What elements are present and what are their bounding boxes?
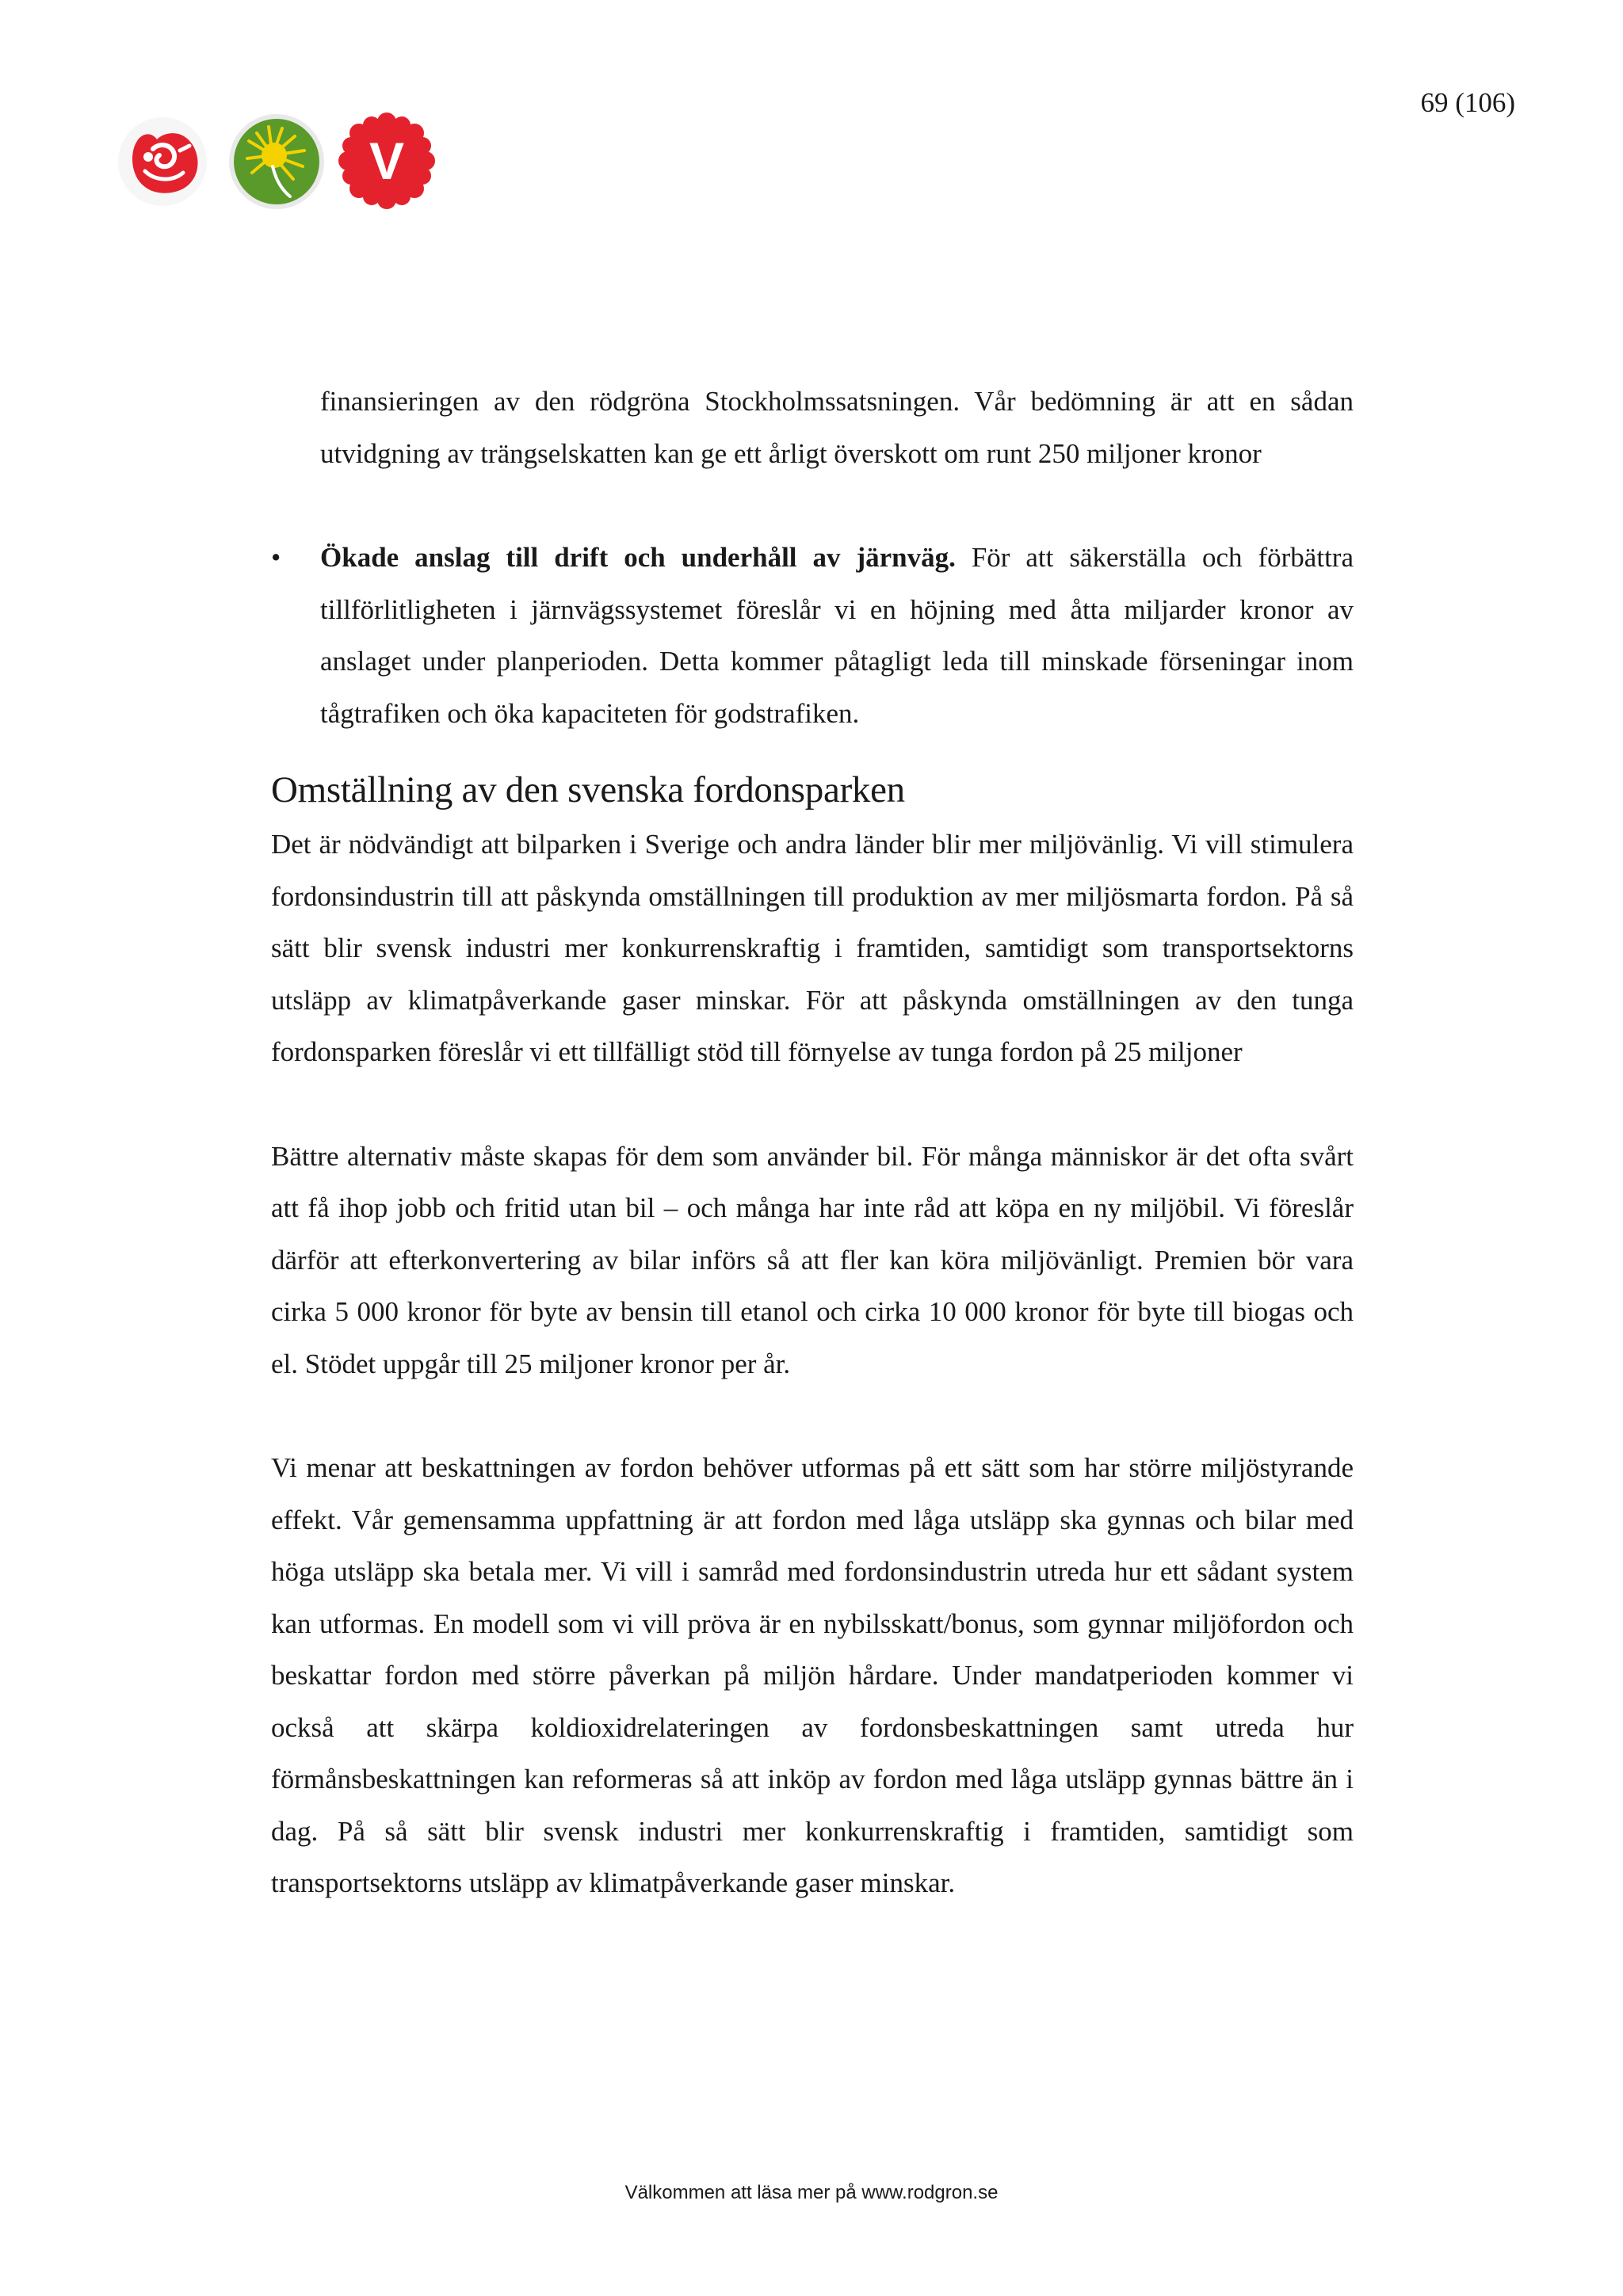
paragraph-1: Det är nödvändigt att bilparken i Sverige och andra länder blir mer miljövänlig. Vi vill stimulera fordonsindustrin till att påskynda omställningen till produktion av mer miljösmarta fordon. På så sätt blir svensk industri mer konkurrenskraftig i framtiden, samtidigt som transportsektorns utsläpp av klimatpåverkande gaser minskar. För att påskynda omställningen av den tunga fordonsparken föreslår vi ett tillfälligt stöd till förnyelse av tunga fordon på 25 miljoner xyxy=(271,829,1354,1067)
left-party-v-icon xyxy=(335,109,438,212)
document-body xyxy=(271,376,1354,1909)
section-heading: Omställning av den svenska fordonsparken xyxy=(271,769,905,810)
paragraph-3: Vi menar att beskattningen av fordon behöver utformas på ett sätt som har större miljöstyrande effekt. Vår gemensamma uppfattning är att fordon med låga utsläpp ska gynnas och bilar med höga utsläpp ska betala mer. Vi vill i samråd med fordonsindustrin utreda hur ett sådant system kan utformas. En modell som vi vill pröva är en nybilsskatt/bonus, som gynnar miljöfordon och beskattar fordon med större påverkan på miljön hårdare. Under mandatperioden kommer vi också att skärpa koldioxidrelateringen av fordonsbeskattningen samt utreda hur förmånsbeskattningen kan reformeras så att inköp av fordon med låga utsläpp gynnas bättre än i dag. På så sätt blir svensk industri mer konkurrenskraftig i framtiden, samtidigt som transportsektorns utsläpp av klimatpåverkande gaser minskar. xyxy=(271,1452,1354,1898)
party-logos xyxy=(113,109,446,212)
footer-text: Välkommen att läsa mer på www.rodgron.se xyxy=(624,2182,999,2203)
bullet-paragraph xyxy=(320,532,1354,739)
continuation-paragraph: finansieringen av den rödgröna Stockholmssatsningen. Vår bedömning är att en sådan utvidgning av trängselskatten kan ge ett årligt överskott om runt 250 miljoner kronor xyxy=(320,386,1354,469)
page-number: 69 (106) xyxy=(1420,87,1515,118)
bullet-lead-text: Ökade anslag till drift och underhåll av järnväg. xyxy=(320,542,956,573)
bullet-marker: • xyxy=(271,542,281,573)
green-party-dandelion-icon xyxy=(225,109,328,212)
bullet-body-text: För att säkerställa och förbättra tillförlitligheten i järnvägssystemet föreslår vi en höjning med åtta miljarder kronor av anslaget under planperioden. Detta kommer påtagligt leda till minskade förseningar inom tågtrafiken och öka kapaciteten för godstrafiken. xyxy=(320,542,1354,729)
left-party-v-letter: V xyxy=(369,132,405,190)
social-democrats-rose-icon xyxy=(113,109,216,212)
bullet-item xyxy=(271,532,1354,739)
paragraph-2: Bättre alternativ måste skapas för dem som använder bil. För många människor är det ofta svårt att få ihop jobb och fritid utan bil – och många har inte råd att köpa en ny miljöbil. Vi föreslår därför att efterkonvertering av bilar införs så att fler kan köra miljövänligt. Premien bör vara cirka 5 000 kronor för byte av bensin till etanol och cirka 10 000 kronor för byte till biogas och el. Stödet uppgår till 25 miljoner kronor per år. xyxy=(271,1140,1354,1379)
